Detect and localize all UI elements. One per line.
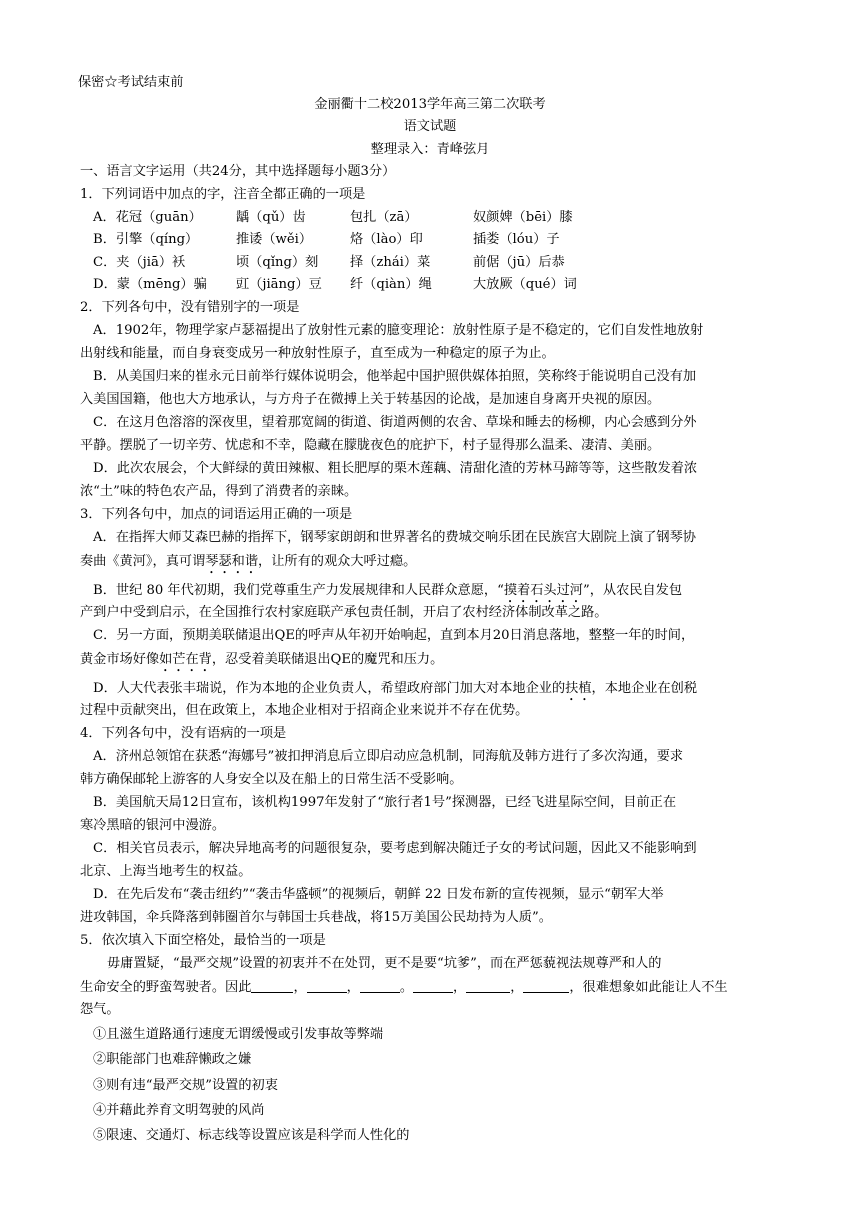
editor-credit: 整理录入：青峰弦月 (370, 142, 490, 157)
option-b-2: 推诿（wěi） (236, 232, 313, 247)
q4-option-c-line1: C．相关官员表示，解决异地高考的问题很复杂，要考虑到解决随迁子女的考试问题，因此又不能影响到 (93, 841, 697, 856)
q3-option-d-line2: 过程中贡献突出，但在政策上，本地企业相对于招商企业来说并不存在优势。 (80, 703, 529, 718)
q3-a-dotted-phrase: 琴瑟和谐 (205, 554, 259, 569)
option-a-3: 包扎（zā） (350, 210, 418, 225)
q2-option-b-line2: 入美国国籍，他也大方地承认，与方舟子在微搏上关于转基因的论战，是加速自身离开央视的原因。 (80, 392, 661, 407)
option-d-2: 豇（jiāng）豆 (236, 277, 322, 292)
blank-1 (251, 980, 293, 993)
q3-c-dotted-phrase: 如芒在背 (159, 652, 212, 667)
q3-option-b-line1 (93, 583, 682, 606)
option-b-4: 插娄（lóu）子 (473, 232, 560, 247)
option-c-3: 择（zhái）菜 (350, 255, 431, 270)
question-1-stem: 1．下列词语中加点的字，注音全都正确的一项是 (80, 187, 366, 202)
q5-passage-pre: 生命安全的野蛮驾驶者。因此 (80, 980, 252, 995)
q3-a-text-pre: 奏曲《黄河》，真可谓 (80, 554, 206, 569)
q3-option-a-line1: A．在指挥大师艾森巴赫的指挥下，钢琴家朗朗和世界著名的费城交响乐团在民族宫大剧院上演了钢琴协 (93, 530, 696, 545)
option-d-1: D．蒙（mēng）骗 (93, 277, 207, 292)
q3-option-d-line1 (93, 681, 697, 704)
exam-title: 金丽衢十二校2013学年高三第二次联考 (314, 97, 546, 112)
q4-option-a-line1: A．济州总领馆在获悉“海娜号”被扣押消息后立即启动应急机制，同海航及韩方进行了多次沟通，要求 (93, 749, 684, 764)
q2-option-c-line1: C．在这月色溶溶的深夜里，望着那宽阔的街道、街道两侧的农舍、草垛和睡去的杨柳，内心会感到分外 (93, 415, 697, 430)
question-4-stem: 4．下列各句中，没有语病的一项是 (80, 726, 287, 741)
q4-option-a-line2: 韩方确保邮轮上游客的人身安全以及在船上的日常生活不受影响。 (80, 772, 463, 787)
option-c-4: 前倨（jū）后恭 (473, 255, 565, 270)
option-d-3: 纤（qiàn）绳 (350, 277, 432, 292)
option-d-4: 大放厥（qué）词 (473, 277, 577, 292)
q5-passage-post: ，很难想象如此能让人不生 (569, 980, 728, 995)
q3-option-b-line2: 产到户中受到启示，在全国推行农村家庭联产承包责任制，开启了农村经济体制改革之路。 (80, 605, 608, 620)
q2-option-c-line2: 平静。摆脱了一切辛劳、忧虑和不幸，隐藏在朦胧夜色的庇护下，村子显得那么温柔、凄清、美丽。 (80, 438, 661, 453)
q5-passage-line2: 生命安全的野蛮驾驶者。因此 ， ， 。 ， ， ，很难想象如此能让人不生 (80, 980, 728, 995)
q5-item-5: ⑤限速、交通灯、标志线等设置应该是科学而人性化的 (93, 1128, 410, 1143)
q3-option-a-line2 (80, 554, 416, 577)
q3-d-dotted-phrase: 扶植 (565, 681, 592, 696)
q3-a-text-post: ，让所有的观众大呼过瘾。 (258, 554, 417, 569)
q4-option-b-line2: 寒冷黑暗的银河中漫游。 (80, 818, 226, 833)
q5-item-4: ④并藉此养育文明驾驶的风尚 (93, 1103, 265, 1118)
blank-4 (413, 980, 453, 993)
question-3-stem: 3．下列各句中，加点的词语运用正确的一项是 (80, 507, 353, 522)
q4-option-d-line2: 进攻韩国，伞兵降落到韩圈首尔与韩国士兵巷战，将15万美国公民劫持为人质”。 (80, 910, 552, 925)
q2-option-d-line2: 浓“土”味的特色农产品，得到了消费者的亲睐。 (80, 484, 358, 499)
q5-item-1: ①且滋生道路通行速度无谓缓慢或引发事故等弊端 (93, 1027, 384, 1042)
blank-2 (307, 980, 347, 993)
blank-5 (466, 980, 510, 993)
q4-option-b-line1: B．美国航天局12日宣布，该机构1997年发射了“旅行者1号”探测器，已经飞进星际空间，目前正在 (93, 795, 677, 810)
q3-d-text-post: ，本地企业在创税 (591, 681, 698, 696)
subject-title: 语文试题 (403, 119, 457, 134)
q3-b-dotted-phrase: 摸着石头过河 (503, 583, 583, 598)
option-a-2: 龋（qǔ）齿 (236, 210, 306, 225)
q2-option-b-line1: B．从美国归来的崔永元日前举行媒体说明会，他举起中国护照供媒体拍照，笑称终于能说明自己没有加 (93, 369, 697, 384)
question-5-stem: 5．依次填入下面空格处，最恰当的一项是 (80, 933, 326, 948)
blank-3 (360, 980, 400, 993)
option-a-1: A．花冠（guān） (93, 210, 202, 225)
question-2-stem: 2．下列各句中，没有错别字的一项是 (80, 300, 300, 315)
q4-option-c-line2: 北京、上海当地考生的权益。 (80, 864, 252, 879)
q3-d-text-pre: D．人大代表张丰瑞说，作为本地的企业负责人，希望政府部门加大对本地企业的 (93, 681, 566, 696)
option-c-1: C．夹（jiā）袄 (93, 255, 186, 270)
q3-option-c-line2 (80, 652, 443, 675)
option-b-3: 烙（lào）印 (350, 232, 423, 247)
q3-c-text-pre: 黄金市场好像 (80, 652, 160, 667)
q3-b-text-post: ”，从农民自发包 (582, 583, 683, 598)
section-heading: 一、语言文字运用（共24分，其中选择题每小题3分） (80, 164, 396, 179)
blank-6 (523, 980, 569, 993)
option-b-1: B．引擎（qíng） (93, 232, 199, 247)
q4-option-d-line1: D．在先后发布“袭击纽约”“袭击华盛顿”的视频后，朝鲜 22 日发布新的宣传视频，显示“朝军大举 (93, 887, 664, 902)
q5-item-3: ③则有违“最严交规”设置的初衷 (93, 1078, 278, 1093)
option-a-4: 奴颜婢（bēi）膝 (473, 210, 573, 225)
q2-option-a-line1: A．1902年，物理学家卢瑟福提出了放射性元素的臆变理论：放射性原子是不稳定的，它们自发性地放射 (93, 323, 704, 338)
q5-passage-line3: 怨气。 (80, 1002, 120, 1017)
q2-option-a-line2: 出射线和能量，而自身衰变成另一种放射性原子，直至成为一种稳定的原子为止。 (80, 346, 555, 361)
confidential-note: 保密☆考试结束前 (78, 75, 184, 90)
q5-passage-line1: 毋庸置疑，“最严交规”设置的初衷并不在处罚，更不是要“坑爹”，而在严惩藐视法规尊严和人的 (107, 956, 662, 971)
q3-c-text-post: ，忍受着美联储退出QE的魔咒和压力。 (211, 652, 444, 667)
option-c-2: 顷（qǐng）刻 (236, 255, 319, 270)
q3-option-c-line1: C．另一方面，预期美联储退出QE的呼声从年初开始响起，直到本月20日消息落地，整整一年的时间， (93, 628, 695, 643)
q3-b-text-pre: B．世纪 80 年代初期，我们党尊重生产力发展规律和人民群众意愿，“ (93, 583, 504, 598)
q5-item-2: ②职能部门也难辞懒政之嫌 (93, 1052, 252, 1067)
q2-option-d-line1: D．此次农展会，个大鲜绿的黄田辣椒、粗长肥厚的栗木莲藕、清甜化渣的芳林马蹄等等，这些散发着浓 (93, 461, 698, 476)
